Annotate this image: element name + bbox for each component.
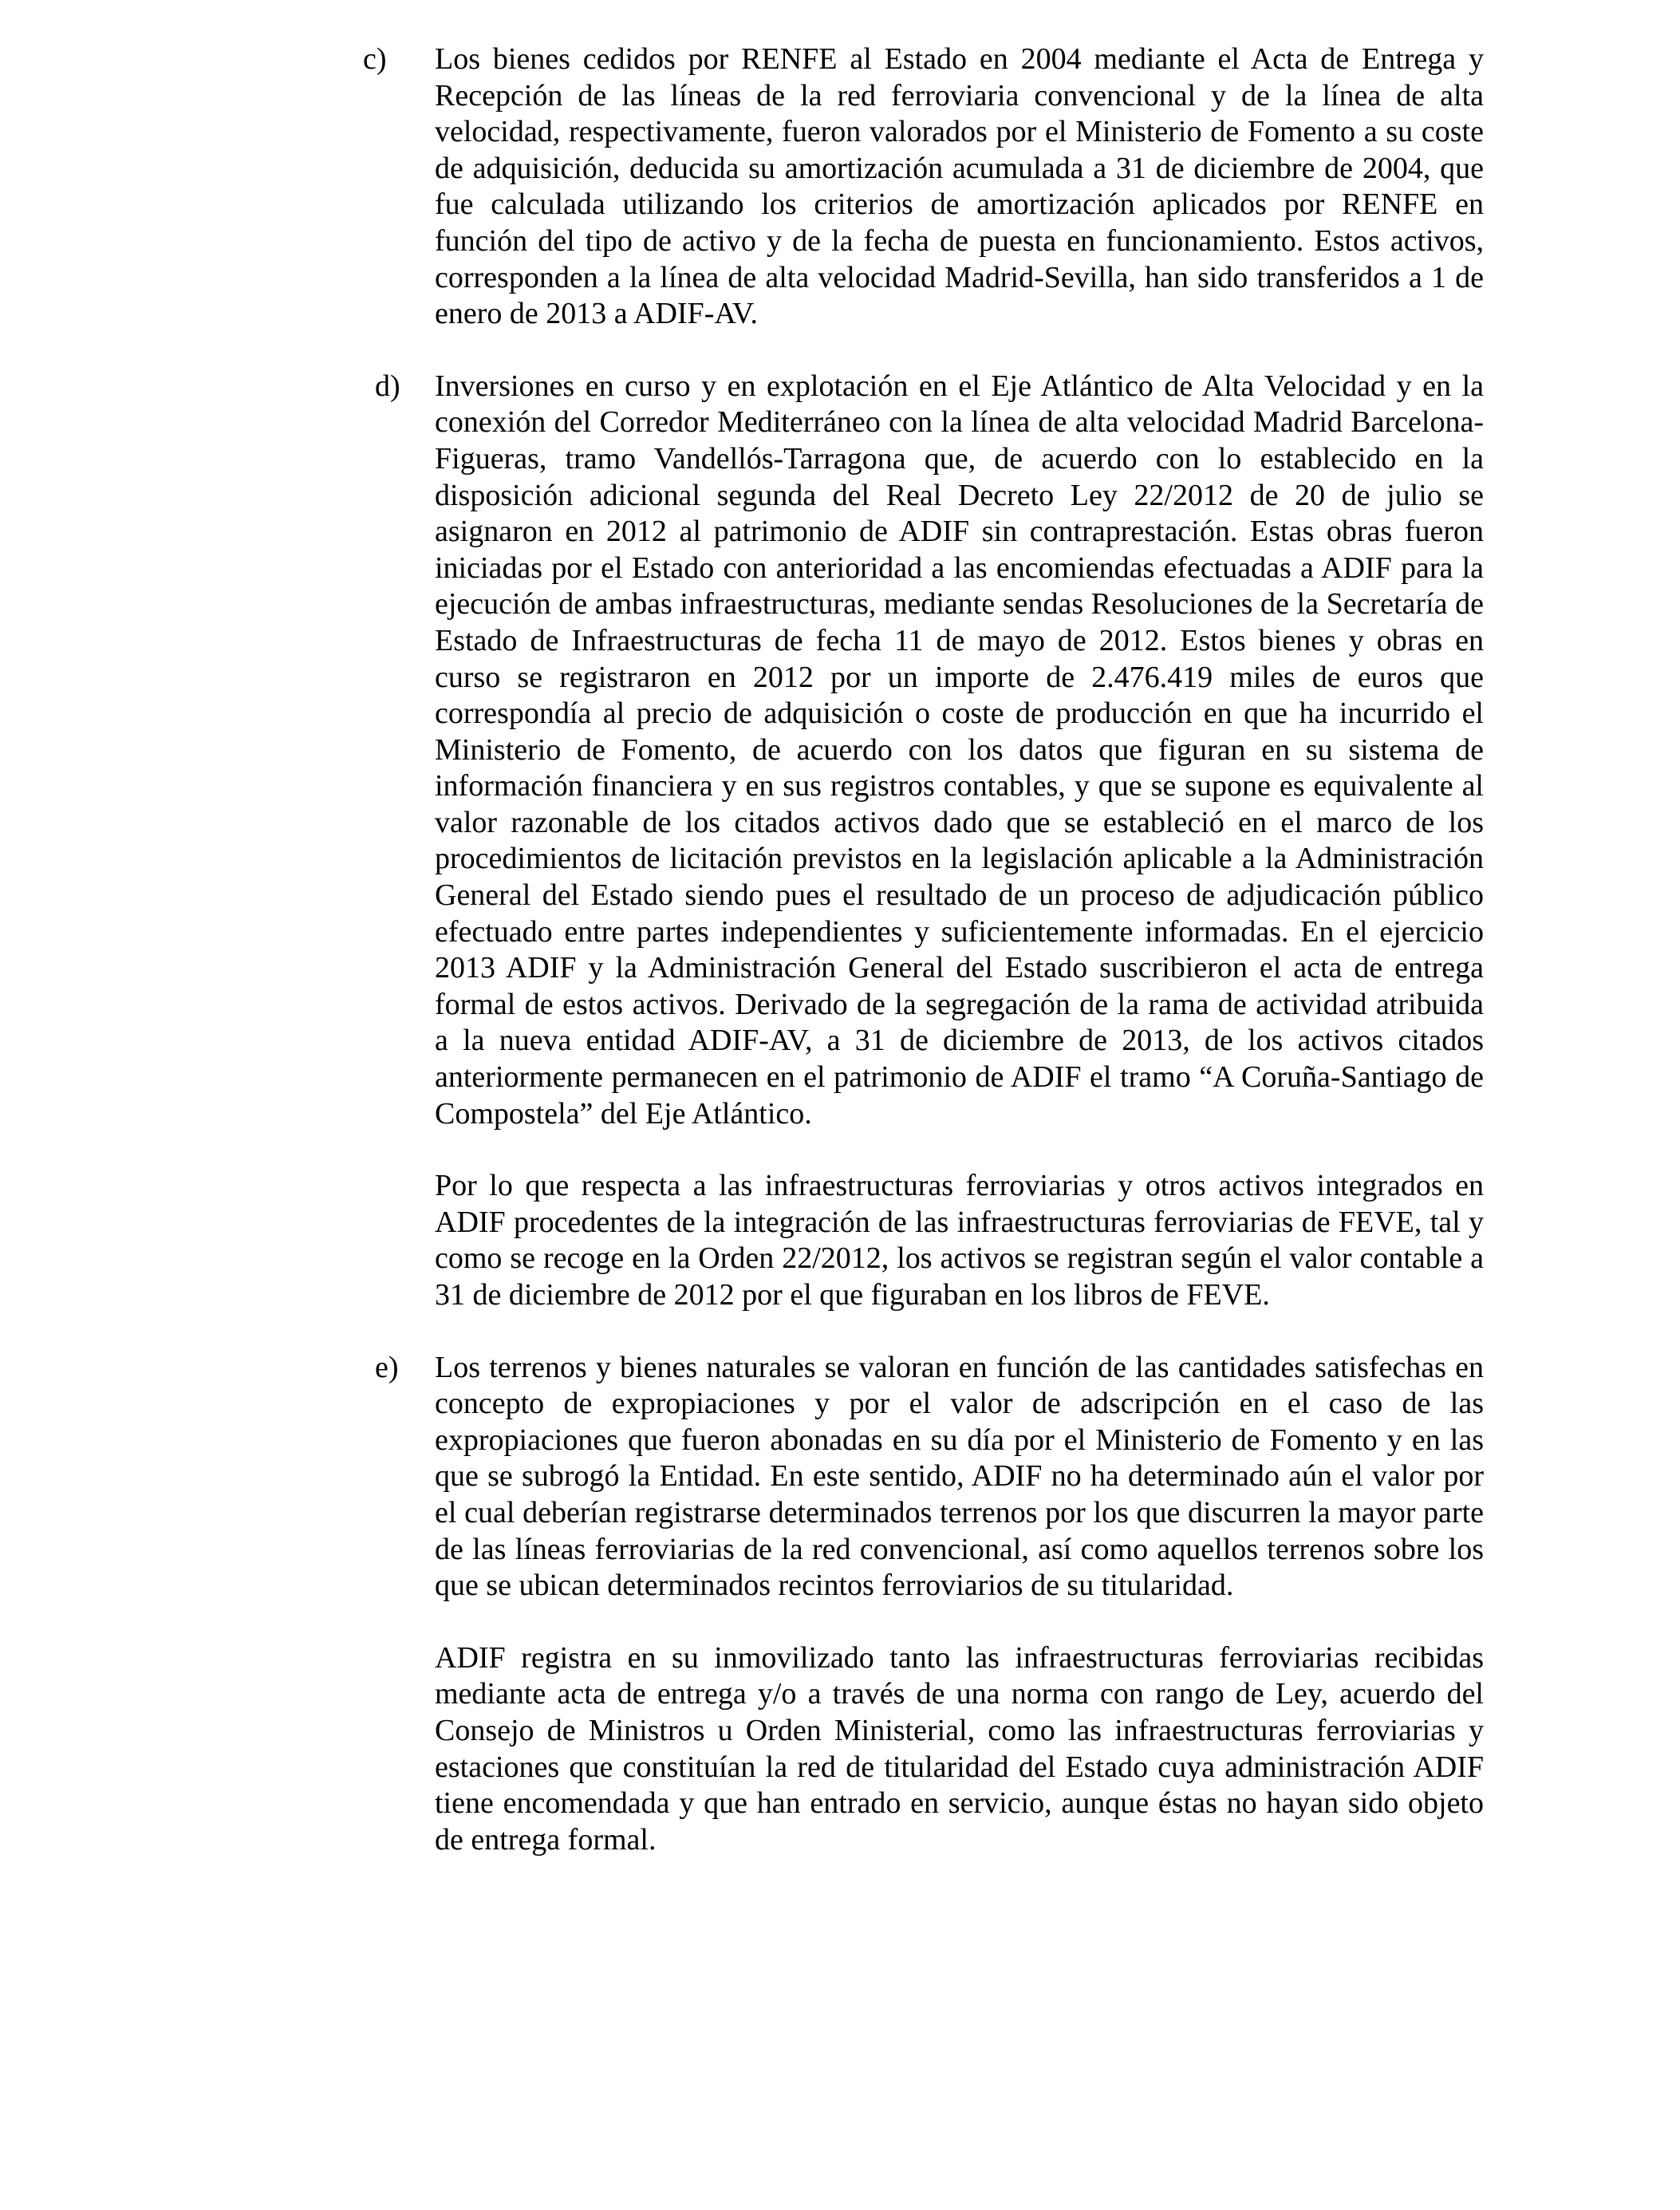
- paragraph-c-1: Los bienes cedidos por RENFE al Estado en 2004 mediante el Acta de Entrega y Recepción de las líneas de la red ferroviaria convencional y de la línea de alta velocidad, respectivamente, fueron valorados por el Ministerio de Fomento a su coste de adquisición, deducida su amortización acumulada a 31 de diciembre de 2004, que fue calculada utilizando los criterios de amortización aplicados por RENFE en función del tipo de activo y de la fecha de puesta en funcionamiento. Estos activos, corresponden a la línea de alta velocidad Madrid-Sevilla, han sido transferidos a 1 de enero de 2013 a ADIF-AV.: [435, 42, 1484, 331]
- list-marker-c: c): [363, 42, 387, 76]
- paragraph-d-1: Inversiones en curso y en explotación en el Eje Atlántico de Alta Velocidad y en la conexión del Corredor Mediterráneo con la línea de alta velocidad Madrid Barcelona-Figueras, tramo Vandellós-Tarragona que, de acuerdo con lo establecido en la disposición adicional segunda del Real Decreto Ley 22/2012 de 20 de julio se asignaron en 2012 al patrimonio de ADIF sin contraprestación. Estas obras fueron iniciadas por el Estado con anterioridad a las encomiendas efectuadas a ADIF para la ejecución de ambas infraestructuras, mediante sendas Resoluciones de la Secretaría de Estado de Infraestructuras de fecha 11 de mayo de 2012. Estos bienes y obras en curso se registraron en 2012 por un importe de 2.476.419 miles de euros que correspondía al precio de adquisición o coste de producción en que ha incurrido el Ministerio de Fomento, de acuerdo con los datos que figuran en su sistema de información financiera y en sus registros contables, y que se supone es equivalente al valor razonable de los citados activos dado que se estableció en el marco de los procedimientos de licitación previstos en la legislación aplicable a la Administración General del Estado siendo pues el resultado de un proceso de adjudicación público efectuado entre partes independientes y suficientemente informadas. En el ejercicio 2013 ADIF y la Administración General del Estado suscribieron el acta de entrega formal de estos activos. Derivado de la segregación de la rama de actividad atribuida a la nueva entidad ADIF-AV, a 31 de diciembre de 2013, de los activos citados anteriormente permanecen en el patrimonio de ADIF el tramo “A Coruña-Santiago de Compostela” del Eje Atlántico.: [435, 369, 1484, 1131]
- list-item-d: [363, 369, 1484, 1314]
- list-item-c: [363, 41, 1484, 333]
- list-item-e: [363, 1350, 1484, 1859]
- paragraph-e-1: Los terrenos y bienes naturales se valoran en función de las cantidades satisfechas en concepto de expropiaciones y por el valor de adscripción en el caso de las expropiaciones que fueron abonadas en su día por el Ministerio de Fomento y en las que se subrogó la Entidad. En este sentido, ADIF no ha determinado aún el valor por el cual deberían registrarse determinados terrenos por los que discurren la mayor parte de las líneas ferroviarias de la red convencional, así como aquellos terrenos sobre los que se ubican determinados recintos ferroviarios de su titularidad.: [435, 1350, 1484, 1603]
- document-body: [363, 41, 1484, 1858]
- list-marker-d: d): [375, 369, 400, 403]
- paragraph-e-2: ADIF registra en su inmovilizado tanto las infraestructuras ferroviarias recibidas mediante acta de entrega y/o a través de una norma con rango de Ley, acuerdo del Consejo de Ministros u Orden Ministerial, como las infraestructuras ferroviarias y estaciones que constituían la red de titularidad del Estado cuya administración ADIF tiene encomendada y que han entrado en servicio, aunque éstas no hayan sido objeto de entrega formal.: [435, 1640, 1484, 1857]
- list-marker-e: e): [375, 1350, 399, 1384]
- paragraph-d-2: Por lo que respecta a las infraestructuras ferroviarias y otros activos integrados en ADIF procedentes de la integración de las infraestructuras ferroviarias de FEVE, tal y como se recoge en la Orden 22/2012, los activos se registran según el valor contable a 31 de diciembre de 2012 por el que figuraban en los libros de FEVE.: [435, 1169, 1484, 1312]
